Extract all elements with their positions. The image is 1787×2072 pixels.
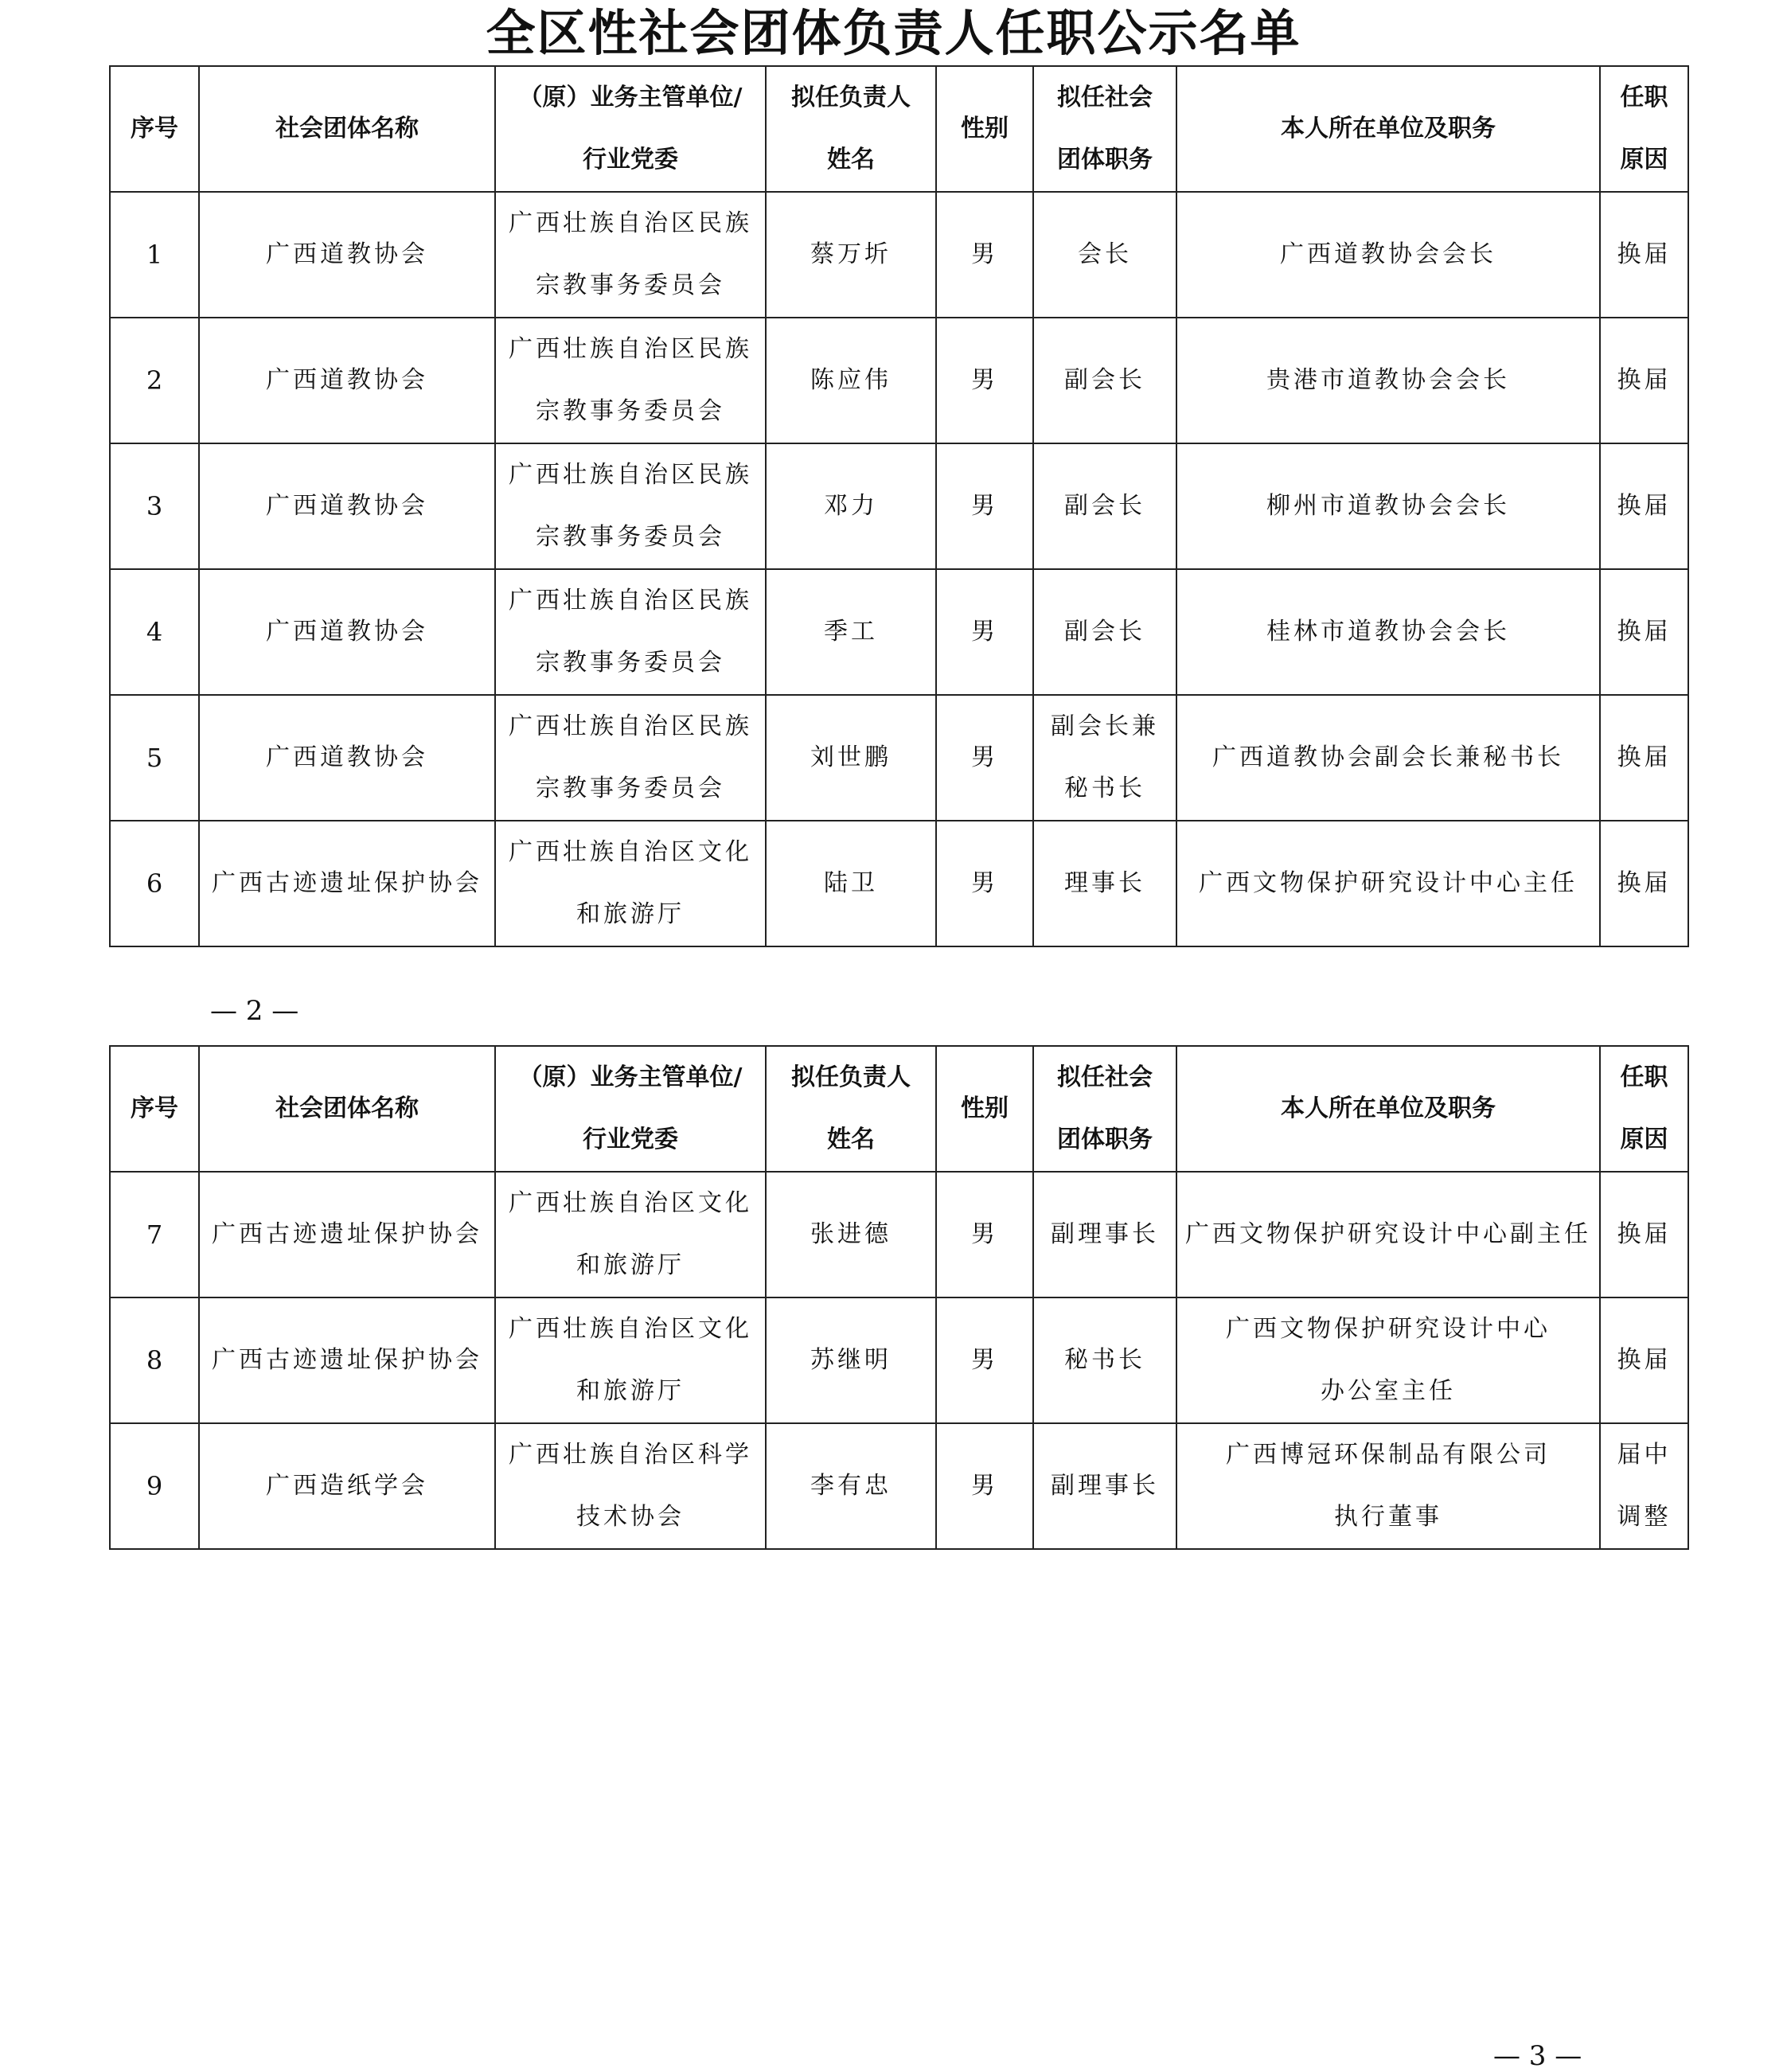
reason-cell [1600, 443, 1688, 569]
supervisor-cell [495, 443, 766, 569]
cell-line: 广西壮族自治区文化 [509, 1315, 752, 1343]
org-name-cell [199, 821, 495, 946]
cell-line: 性别 [961, 1095, 1009, 1122]
cell-line: 广西壮族自治区民族 [509, 209, 752, 237]
cell-line: 换届 [1617, 1220, 1672, 1248]
table-header [110, 1046, 1688, 1172]
cell-line: 换届 [1617, 618, 1672, 646]
current-unit-cell [1176, 192, 1600, 318]
current-unit-cell [1176, 1423, 1600, 1549]
cell-line: 届中 [1617, 1441, 1672, 1469]
cell-line: 广西道教协会 [266, 366, 428, 394]
supervisor-cell [495, 821, 766, 946]
cell-line: 8 [146, 1345, 163, 1375]
header-nominee-name [766, 1046, 936, 1172]
cell-line: 和旅游厅 [576, 1377, 685, 1405]
supervisor-cell [495, 1423, 766, 1549]
current-unit-cell [1176, 821, 1600, 946]
current-unit-cell [1176, 695, 1600, 821]
cell-line: 广西文物保护研究设计中心主任 [1199, 869, 1578, 897]
supervisor-cell [495, 569, 766, 695]
page-title: 全区性社会团体负责人任职公示名单 [486, 4, 1301, 62]
cell-line: 广西壮族自治区文化 [509, 1189, 752, 1217]
cell-line: 宗教事务委员会 [536, 271, 725, 299]
cell-line: 姓名 [827, 1126, 875, 1153]
header-sex [936, 1046, 1033, 1172]
header-current-unit [1176, 66, 1600, 192]
nominee-name-cell [766, 318, 936, 443]
cell-line: 宗教事务委员会 [536, 649, 725, 677]
cell-line: 行业党委 [583, 146, 678, 174]
cell-line: 社会团体名称 [275, 1095, 419, 1122]
cell-line: 副理事长 [1051, 1472, 1159, 1500]
cell-line: 柳州市道教协会会长 [1266, 492, 1510, 520]
current-unit-cell [1176, 318, 1600, 443]
supervisor-cell [495, 695, 766, 821]
table-row [110, 1297, 1688, 1423]
cell-line: 换届 [1617, 240, 1672, 268]
sex-cell [936, 1297, 1033, 1423]
nominee-name-cell [766, 1297, 936, 1423]
cell-line: 广西古迹遗址保护协会 [212, 1220, 482, 1248]
cell-line: 宗教事务委员会 [536, 775, 725, 802]
nominee-name-cell [766, 695, 936, 821]
cell-line: 执行董事 [1334, 1503, 1442, 1531]
current-unit-cell [1176, 569, 1600, 695]
cell-line: 行业党委 [583, 1126, 678, 1153]
org-name-cell [199, 1423, 495, 1549]
position-cell [1033, 569, 1176, 695]
cell-line: 换届 [1617, 743, 1672, 771]
header-serial [110, 66, 199, 192]
position-cell [1033, 821, 1176, 946]
current-unit-cell [1176, 1172, 1600, 1297]
cell-line: 技术协会 [576, 1503, 685, 1531]
sex-cell [936, 695, 1033, 821]
reason-cell [1600, 192, 1688, 318]
cell-line: 宗教事务委员会 [536, 397, 725, 425]
position-cell [1033, 443, 1176, 569]
serial-cell [110, 443, 199, 569]
cell-line: 副会长 [1064, 492, 1145, 520]
reason-cell [1600, 1423, 1688, 1549]
position-cell [1033, 1423, 1176, 1549]
cell-line: 桂林市道教协会会长 [1266, 618, 1510, 646]
table-header [110, 66, 1688, 192]
reason-cell [1600, 1297, 1688, 1423]
serial-cell [110, 318, 199, 443]
cell-line: 刘世鹏 [810, 743, 892, 771]
cell-line: 广西壮族自治区民族 [509, 712, 752, 740]
serial-cell [110, 192, 199, 318]
header-supervisor [495, 66, 766, 192]
cell-line: 陈应伟 [810, 366, 892, 394]
cell-line: 男 [971, 869, 998, 897]
cell-line: 广西古迹遗址保护协会 [212, 1346, 482, 1374]
cell-line: 邓力 [824, 492, 878, 520]
cell-line: 调整 [1617, 1503, 1672, 1531]
cell-line: 季工 [824, 618, 878, 646]
header-nominee-name [766, 66, 936, 192]
table-row [110, 821, 1688, 946]
header-position [1033, 66, 1176, 192]
cell-line: 广西壮族自治区民族 [509, 587, 752, 615]
serial-cell [110, 1172, 199, 1297]
table-row [110, 443, 1688, 569]
org-name-cell [199, 192, 495, 318]
cell-line: 1 [146, 240, 163, 270]
sex-cell [936, 1172, 1033, 1297]
cell-line: 贵港市道教协会会长 [1266, 366, 1510, 394]
cell-line: 团体职务 [1057, 146, 1153, 174]
cell-line: 团体职务 [1057, 1126, 1153, 1153]
nominee-name-cell [766, 192, 936, 318]
table-body [110, 1172, 1688, 1549]
cell-line: 广西文物保护研究设计中心 [1226, 1315, 1551, 1343]
reason-cell [1600, 569, 1688, 695]
position-cell [1033, 192, 1176, 318]
header-serial [110, 1046, 199, 1172]
nominee-name-cell [766, 1423, 936, 1549]
cell-line: 宗教事务委员会 [536, 523, 725, 551]
supervisor-cell [495, 192, 766, 318]
org-name-cell [199, 569, 495, 695]
nominee-name-cell [766, 821, 936, 946]
current-unit-cell [1176, 443, 1600, 569]
cell-line: 苏继明 [810, 1346, 892, 1374]
position-cell [1033, 1172, 1176, 1297]
cell-line: 李有忠 [810, 1472, 892, 1500]
cell-line: 序号 [131, 115, 178, 142]
header-org-name [199, 1046, 495, 1172]
cell-line: 男 [971, 743, 998, 771]
cell-line: 张进德 [810, 1220, 892, 1248]
cell-line: 换届 [1617, 492, 1672, 520]
cell-line: 陆卫 [824, 869, 878, 897]
cell-line: 蔡万圻 [810, 240, 892, 268]
cell-line: 男 [971, 1472, 998, 1500]
reason-cell [1600, 821, 1688, 946]
cell-line: 男 [971, 618, 998, 646]
org-name-cell [199, 1172, 495, 1297]
org-name-cell [199, 318, 495, 443]
serial-cell [110, 695, 199, 821]
cell-line: 原因 [1620, 1126, 1668, 1153]
supervisor-cell [495, 1172, 766, 1297]
cell-line: 副会长 [1064, 366, 1145, 394]
sex-cell [936, 569, 1033, 695]
cell-line: 拟任负责人 [791, 84, 911, 111]
cell-line: 男 [971, 240, 998, 268]
position-cell [1033, 318, 1176, 443]
nominee-name-cell [766, 1172, 936, 1297]
org-name-cell [199, 1297, 495, 1423]
cell-line: 任职 [1620, 1063, 1668, 1091]
table-body [110, 192, 1688, 946]
cell-line: 广西道教协会 [266, 492, 428, 520]
cell-line: 性别 [961, 115, 1009, 142]
cell-line: 换届 [1617, 366, 1672, 394]
cell-line: 广西壮族自治区民族 [509, 461, 752, 489]
serial-cell [110, 1297, 199, 1423]
cell-line: 9 [146, 1471, 163, 1501]
table-row [110, 192, 1688, 318]
cell-line: 4 [146, 617, 163, 647]
cell-line: 办公室主任 [1321, 1377, 1456, 1405]
cell-line: 任职 [1620, 84, 1668, 111]
cell-line: 男 [971, 1220, 998, 1248]
cell-line: 理事长 [1064, 869, 1145, 897]
reason-cell [1600, 318, 1688, 443]
table-row [110, 1423, 1688, 1549]
cell-line: 广西壮族自治区文化 [509, 838, 752, 866]
supervisor-cell [495, 318, 766, 443]
cell-line: 广西古迹遗址保护协会 [212, 869, 482, 897]
cell-line: 拟任负责人 [791, 1063, 911, 1091]
cell-line: 副会长兼 [1051, 712, 1159, 740]
cell-line: 男 [971, 366, 998, 394]
cell-line: 原因 [1620, 146, 1668, 174]
cell-line: 男 [971, 1346, 998, 1374]
reason-cell [1600, 695, 1688, 821]
sex-cell [936, 1423, 1033, 1549]
cell-line: 广西道教协会 [266, 743, 428, 771]
header-current-unit [1176, 1046, 1600, 1172]
page-number: — 3 — [1493, 2040, 1582, 2072]
cell-line: 换届 [1617, 1346, 1672, 1374]
cell-line: 和旅游厅 [576, 900, 685, 928]
page-number: — 2 — [210, 995, 299, 1027]
header-reason [1600, 1046, 1688, 1172]
nominee-name-cell [766, 569, 936, 695]
header-row [110, 1046, 1688, 1172]
sex-cell [936, 192, 1033, 318]
org-name-cell [199, 695, 495, 821]
reason-cell [1600, 1172, 1688, 1297]
cell-line: 6 [146, 868, 163, 899]
cell-line: 副理事长 [1051, 1220, 1159, 1248]
cell-line: 序号 [131, 1095, 178, 1122]
cell-line: 换届 [1617, 869, 1672, 897]
roster-table [109, 65, 1689, 947]
table-row [110, 1172, 1688, 1297]
cell-line: 秘书长 [1064, 775, 1145, 802]
serial-cell [110, 1423, 199, 1549]
cell-line: 秘书长 [1064, 1346, 1145, 1374]
cell-line: 7 [146, 1219, 163, 1250]
table-row [110, 318, 1688, 443]
cell-line: 广西道教协会会长 [1280, 240, 1496, 268]
cell-line: 广西壮族自治区民族 [509, 335, 752, 363]
header-sex [936, 66, 1033, 192]
cell-line: 广西道教协会副会长兼秘书长 [1212, 743, 1564, 771]
cell-line: 广西道教协会 [266, 618, 428, 646]
current-unit-cell [1176, 1297, 1600, 1423]
sex-cell [936, 443, 1033, 569]
serial-cell [110, 821, 199, 946]
nominee-name-cell [766, 443, 936, 569]
org-name-cell [199, 443, 495, 569]
cell-line: 副会长 [1064, 618, 1145, 646]
sex-cell [936, 821, 1033, 946]
cell-line: 和旅游厅 [576, 1251, 685, 1279]
header-row [110, 66, 1688, 192]
cell-line: 广西文物保护研究设计中心副主任 [1185, 1220, 1591, 1248]
cell-line: 广西道教协会 [266, 240, 428, 268]
cell-line: （原）业务主管单位/ [518, 84, 743, 111]
serial-cell [110, 569, 199, 695]
position-cell [1033, 1297, 1176, 1423]
cell-line: 姓名 [827, 146, 875, 174]
supervisor-cell [495, 1297, 766, 1423]
cell-line: （原）业务主管单位/ [518, 1063, 743, 1091]
header-supervisor [495, 1046, 766, 1172]
sex-cell [936, 318, 1033, 443]
header-reason [1600, 66, 1688, 192]
cell-line: 男 [971, 492, 998, 520]
roster-table-continued [109, 1045, 1689, 1550]
table-row [110, 569, 1688, 695]
cell-line: 会长 [1078, 240, 1132, 268]
cell-line: 广西壮族自治区科学 [509, 1441, 752, 1469]
cell-line: 本人所在单位及职务 [1281, 1095, 1496, 1122]
cell-line: 2 [146, 365, 163, 396]
cell-line: 广西造纸学会 [266, 1472, 428, 1500]
cell-line: 本人所在单位及职务 [1281, 115, 1496, 142]
cell-line: 拟任社会 [1057, 1063, 1153, 1091]
cell-line: 拟任社会 [1057, 84, 1153, 111]
header-position [1033, 1046, 1176, 1172]
cell-line: 社会团体名称 [275, 115, 419, 142]
cell-line: 广西博冠环保制品有限公司 [1226, 1441, 1551, 1469]
cell-line: 3 [146, 491, 163, 521]
table-row [110, 695, 1688, 821]
cell-line: 5 [146, 743, 163, 773]
header-org-name [199, 66, 495, 192]
position-cell [1033, 695, 1176, 821]
